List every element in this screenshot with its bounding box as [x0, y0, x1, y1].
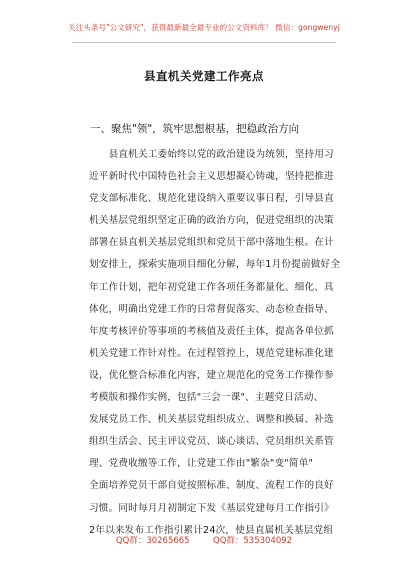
- section-heading: 一、聚焦"领"，筑牢思想根基，把稳政治方向: [90, 123, 300, 135]
- footer-qq-group-2: QQ群：535304092: [213, 536, 293, 546]
- body-line: 年度考核评价等事项的考核值及责任主体，提高各单位抓: [89, 325, 334, 337]
- body-line: 年工作计划，把年初党建工作各项任务都量化、细化、具: [89, 281, 334, 293]
- body-line: 全面培养党员干部自觉按照标准、制度、流程工作的良好: [89, 480, 334, 492]
- body-line: 划安排上，探索实施项目细化分解，每年1月份提前做好全: [89, 259, 341, 271]
- header-divider: [72, 42, 336, 43]
- body-line: 体化，明确出党建工作的日常督促落实、动态检查指导、: [89, 303, 334, 315]
- body-line: 习惯。同时每月月初制定下发《基层党建每月工作指引》: [89, 502, 334, 514]
- body-line: 2年以来发布工作指引累计24次，使县直属机关基层党组: [89, 524, 334, 536]
- body-line: 机关党建工作针对性。在过程管控上，规范党建标准化建: [89, 347, 334, 359]
- footer-contact: [0, 534, 408, 546]
- footer-qq-group-1: QQ群：30265665: [115, 536, 190, 546]
- body-line: 组织生活会、民主评议党员、谈心谈话、党员组织关系管: [89, 436, 334, 448]
- body-line: 设，优化整合标准化内容，建立规范化的党务工作操作参: [89, 369, 334, 381]
- body-line: 县直机关工委始终以党的政治建设为统领，坚持用习: [89, 149, 334, 160]
- body-line: 发展党员工作、机关基层党组织成立、调整和换届、补选: [89, 414, 334, 426]
- body-paragraph: [89, 144, 351, 542]
- body-line: 理、党费收缴等工作，让党建工作由"繁杂"变"简单": [89, 458, 314, 470]
- body-line: 部署在县直机关基层党组织和党员干部中落地生根。在计: [89, 237, 334, 249]
- body-line: 考模版和操作实例，包括"三会一课"、主题党日活动、: [89, 392, 324, 404]
- header-promo-text: 关注头条号"公文研究"，获得最新最全最专业的公文资料库！ 微信：gongwenyj: [68, 23, 340, 32]
- body-line: 党支部标准化、规范化建设纳入重要议事日程，引导县直: [89, 193, 334, 205]
- body-line: 近平新时代中国特色社会主义思想凝心铸魂，坚持把推进: [89, 171, 334, 183]
- body-line: 机关基层党组织坚定正确的政治方向，促进党组织的决策: [89, 215, 334, 227]
- document-title: 县直机关党建工作亮点: [144, 69, 264, 83]
